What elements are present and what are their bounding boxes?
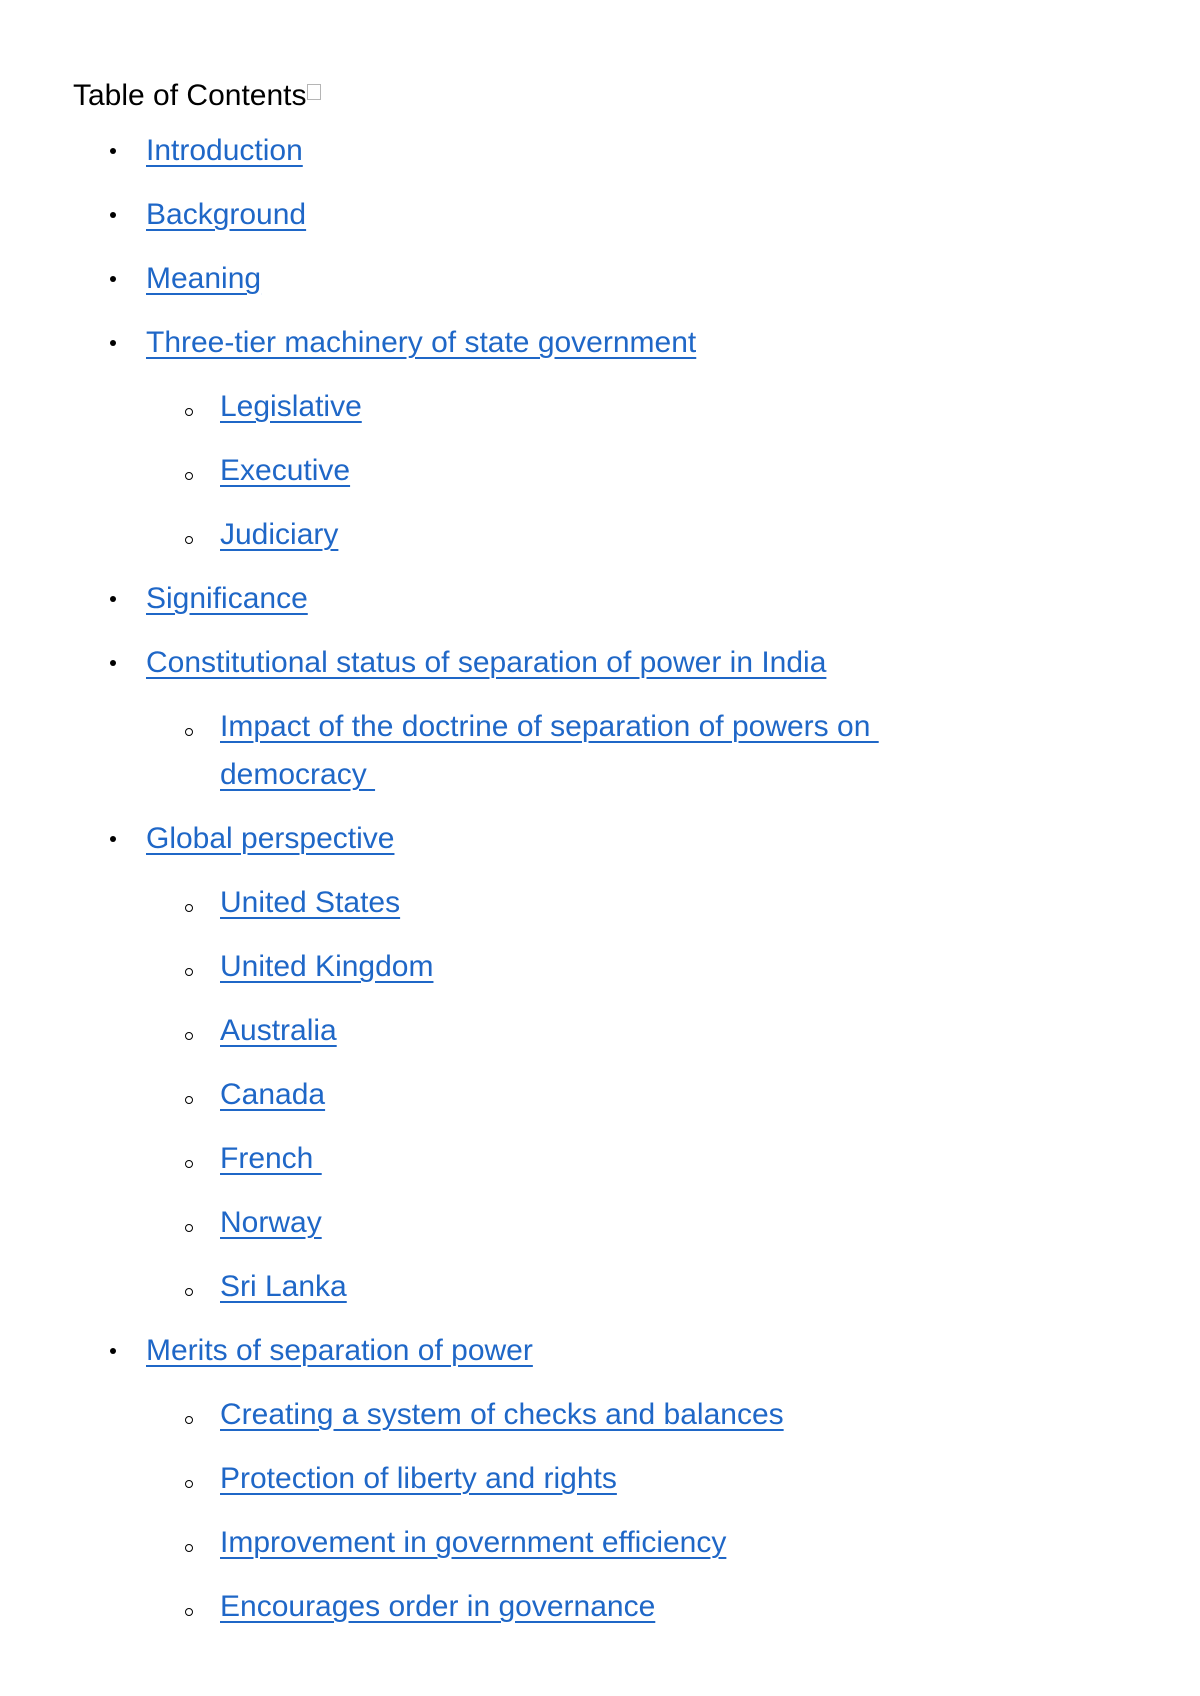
bullet-circle-icon [185,968,193,976]
toc-link-order-in-governance[interactable]: Encourages order in governance [220,1590,656,1623]
toc-link-significance[interactable]: Significance [146,582,308,615]
toc-item [173,1519,726,1567]
bullet-circle-icon [185,472,193,480]
toc-item [173,1455,617,1503]
toc-item [100,191,306,239]
bullet-disc-icon [110,148,116,154]
toc-link-merits[interactable]: Merits of separation of power [146,1334,533,1367]
toc-item [100,127,303,175]
toc-item [173,1071,325,1119]
toc-link-liberty-and-rights[interactable]: Protection of liberty and rights [220,1462,617,1495]
bullet-disc-icon [110,836,116,842]
bullet-circle-icon [185,1480,193,1488]
toc-link-judiciary[interactable]: Judiciary [220,518,339,551]
toc-item [173,1391,784,1439]
toc-link-global-perspective[interactable]: Global perspective [146,822,395,855]
toc-link-government-efficiency[interactable]: Improvement in government efficiency [220,1526,727,1559]
toc-title-text: Table of Contents [73,79,307,112]
bullet-circle-icon [185,1032,193,1040]
toc-item [173,703,879,799]
toc-link-sri-lanka[interactable]: Sri Lanka [220,1270,347,1303]
toc-item [173,1199,322,1247]
toc-link-executive[interactable]: Executive [220,454,351,487]
toc-item [173,383,362,431]
toc-item [173,511,338,559]
toc-link-background[interactable]: Background [146,198,307,231]
toc-link-united-kingdom[interactable]: United Kingdom [220,950,434,983]
toc-item [173,1007,337,1055]
bullet-circle-icon [185,408,193,416]
bullet-circle-icon [185,1544,193,1552]
bullet-disc-icon [110,1348,116,1354]
toc-link-constitutional-status[interactable]: Constitutional status of separation of power in India [146,646,827,679]
bullet-circle-icon [185,1096,193,1104]
toc-item [100,319,696,367]
bullet-circle-icon [185,536,193,544]
bullet-disc-icon [110,212,116,218]
bullet-circle-icon [185,1608,193,1616]
bullet-circle-icon [185,1416,193,1424]
toc-item [100,1327,533,1375]
toc-link-legislative[interactable]: Legislative [220,390,362,423]
bullet-disc-icon [110,276,116,282]
bullet-disc-icon [110,660,116,666]
toc-link-united-states[interactable]: United States [220,886,401,919]
bullet-disc-icon [110,596,116,602]
toc-item [173,879,400,927]
toc-link-canada[interactable]: Canada [220,1078,326,1111]
toc-link-french[interactable]: French [220,1142,322,1175]
toc-link-checks-and-balances[interactable]: Creating a system of checks and balances [220,1398,784,1431]
toc-item [100,639,826,687]
toc-item [173,943,433,991]
bullet-disc-icon [110,340,116,346]
bullet-circle-icon [185,1288,193,1296]
bullet-circle-icon [185,1224,193,1232]
toc-item [100,255,261,303]
toc-link-impact-of-doctrine[interactable]: Impact of the doctrine of separation of powers on democracy [220,710,871,791]
bullet-circle-icon [185,728,193,736]
toc-link-meaning[interactable]: Meaning [146,262,262,295]
toc-item [100,815,394,863]
toc-item [173,1263,347,1311]
toc-item [173,447,350,495]
toc-link-three-tier-machinery[interactable]: Three-tier machinery of state government [146,326,697,359]
bullet-circle-icon [185,904,193,912]
toc-item [100,575,308,623]
toc-item [173,1583,655,1631]
toc-item [173,1135,322,1183]
toc-link-introduction[interactable]: Introduction [146,134,303,167]
bullet-circle-icon [185,1160,193,1168]
toc-title [73,76,321,116]
toc-link-norway[interactable]: Norway [220,1206,322,1239]
toc-link-australia[interactable]: Australia [220,1014,337,1047]
missing-glyph-box-icon [307,84,321,100]
